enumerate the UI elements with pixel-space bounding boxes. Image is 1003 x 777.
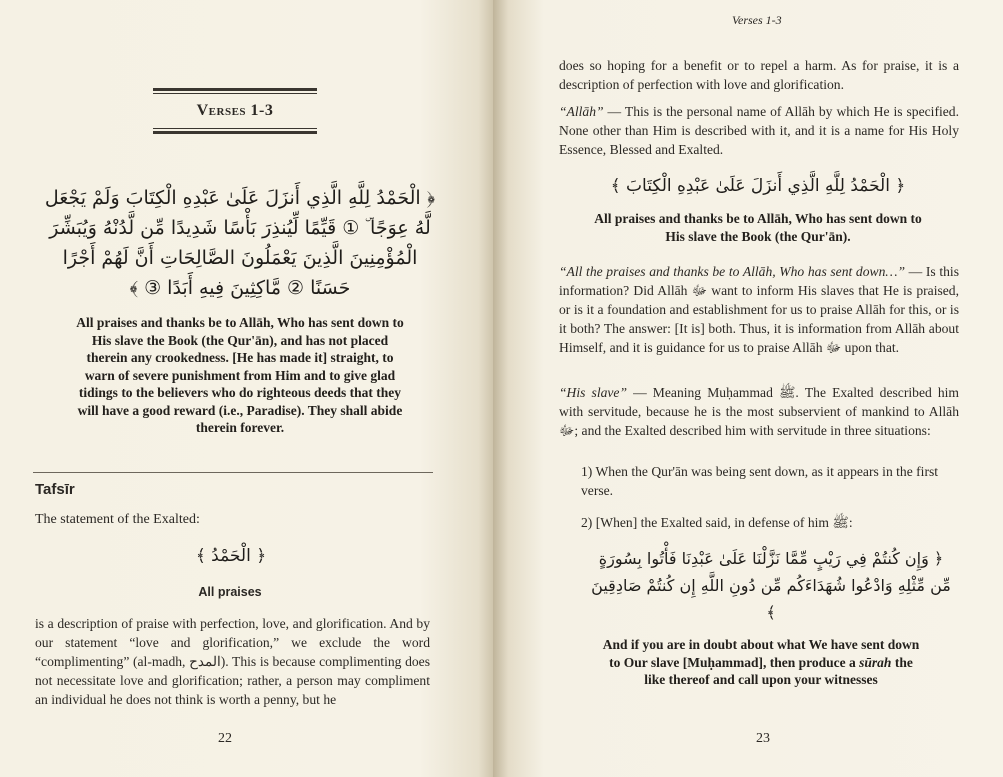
bottom-rule-thin [153, 128, 317, 129]
top-rule [153, 88, 317, 91]
chapter-heading [153, 88, 317, 134]
verse-translation-2 [601, 636, 921, 689]
paragraph-2-lead: “Allāh” [559, 104, 604, 119]
paragraph-3-lead: “All the praises and thanks be to Allāh, Who has sent down…” [559, 264, 906, 279]
translation-2-part-a: And if you are in doubt about what We have sent down to Our slave [Muḥammad], then produce a [602, 637, 920, 670]
section-divider [33, 472, 433, 473]
body-paragraph: is a description of praise with perfection, love, and glorification. And by our statement “love and glorification,” we exclude the word “complimenting” (al-madh, المدح). This is because complimenting does not necessitate love and glorification; rather, a person may compliment an individual he does not think is worth a penny, but he [35, 616, 430, 707]
bottom-rule [153, 131, 317, 134]
translation-2-part-b: the like thereof and call upon your witnesses [644, 654, 913, 687]
right-page [493, 0, 1003, 777]
list-item-1: 1) When the Qur'ān was being sent down, as it appears in the first verse. [581, 464, 939, 498]
arabic-short: ﴿ الْحَمْدُ ﴾ [195, 546, 267, 566]
statement-intro: The statement of the Exalted: [35, 512, 200, 527]
left-page [0, 0, 493, 777]
short-translation: All praises [198, 585, 262, 599]
paragraph-3 [559, 262, 959, 357]
arabic-verse-2: ﴿ وَإِن كُنتُمْ فِي رَيْبٍ مِّمَّا نَزَّلْنَا عَلَىٰ عَبْدِنَا فَأْتُوا بِسُورَةٍ مِّن مِّثْلِهِ وَادْعُوا شُهَدَاءَكُم مِّن دُونِ اللَّهِ إِن كُنتُمْ صَادِقِينَ ﴾ [591, 549, 951, 622]
running-head: Verses 1-3 [732, 13, 782, 27]
verse-translation: All praises and thanks be to Allāh, Who has sent down to His slave the Book (the Qur'ān), and has not placed therein any crookedness. [He has made it] straight, to warn of severe punishment from Him and to give glad tidings to the believers who do righteous deeds that they will have a good reward (i.e., Paradise). They shall abide therein forever. [76, 315, 404, 435]
verse-translation-1: All praises and thanks be to Allāh, Who has sent down to His slave the Book (the Qur'ān). [594, 211, 922, 244]
arabic-verses: ﴿ الْحَمْدُ لِلَّهِ الَّذِي أَنزَلَ عَلَىٰ عَبْدِهِ الْكِتَابَ وَلَمْ يَجْعَل لَّهُ عِوَجًا ۜ ① قَيِّمًا لِّيُنذِرَ بَأْسًا شَدِيدًا مِّن لَّدُنْهُ وَيُبَشِّرَ الْمُؤْمِنِينَ الَّذِينَ يَعْمَلُونَ الصَّالِحَاتِ أَنَّ لَهُمْ أَجْرًا حَسَنًا ② مَّاكِثِينَ فِيهِ أَبَدًا ③ ﴾ [44, 187, 436, 299]
translation-2-italic: sūrah [859, 654, 892, 670]
paragraph-2 [559, 102, 959, 159]
arabic-verse-1: ﴿ الْحَمْدُ لِلَّهِ الَّذِي أَنزَلَ عَلَىٰ عَبْدِهِ الْكِتَابَ ﴾ [610, 176, 906, 196]
paragraph-4-lead: “His slave” [559, 385, 628, 400]
paragraph-2-rest: — This is the personal name of Allāh by which He is specified. None other than Him is described with it, and it is a name for His Holy Essence, Blessed and Exalted. [559, 104, 959, 157]
chapter-title: Verses 1-3 [196, 102, 274, 119]
list-item-2: 2) [When] the Exalted said, in defense of him ﷺ: [581, 515, 853, 530]
paragraph-4 [559, 383, 959, 440]
paragraph-3-rest: — Is this information? Did Allāh ﷻ want to inform His slaves that He is praised, or is it a foundation and establishment for us to praise Allāh for this, or is it both? The answer: [It is] both. Thus, it is information from Allāh about Himself, and it is guidance for us to praise Allāh ﷻ upon that. [559, 264, 960, 355]
page-number-left: 22 [218, 731, 232, 746]
section-heading: Tafsīr [35, 481, 75, 498]
paragraph-4-rest: — Meaning Muḥammad ﷺ. The Exalted described him with servitude, because he is the most subservient of mankind to Allāh ﷻ; and the Exalted described him with servitude in three situations: [559, 385, 959, 438]
page-number-right: 23 [756, 731, 770, 746]
paragraph-1: does so hoping for a benefit or to repel a harm. As for praise, it is a description of perfection with love and glorification. [559, 58, 959, 92]
